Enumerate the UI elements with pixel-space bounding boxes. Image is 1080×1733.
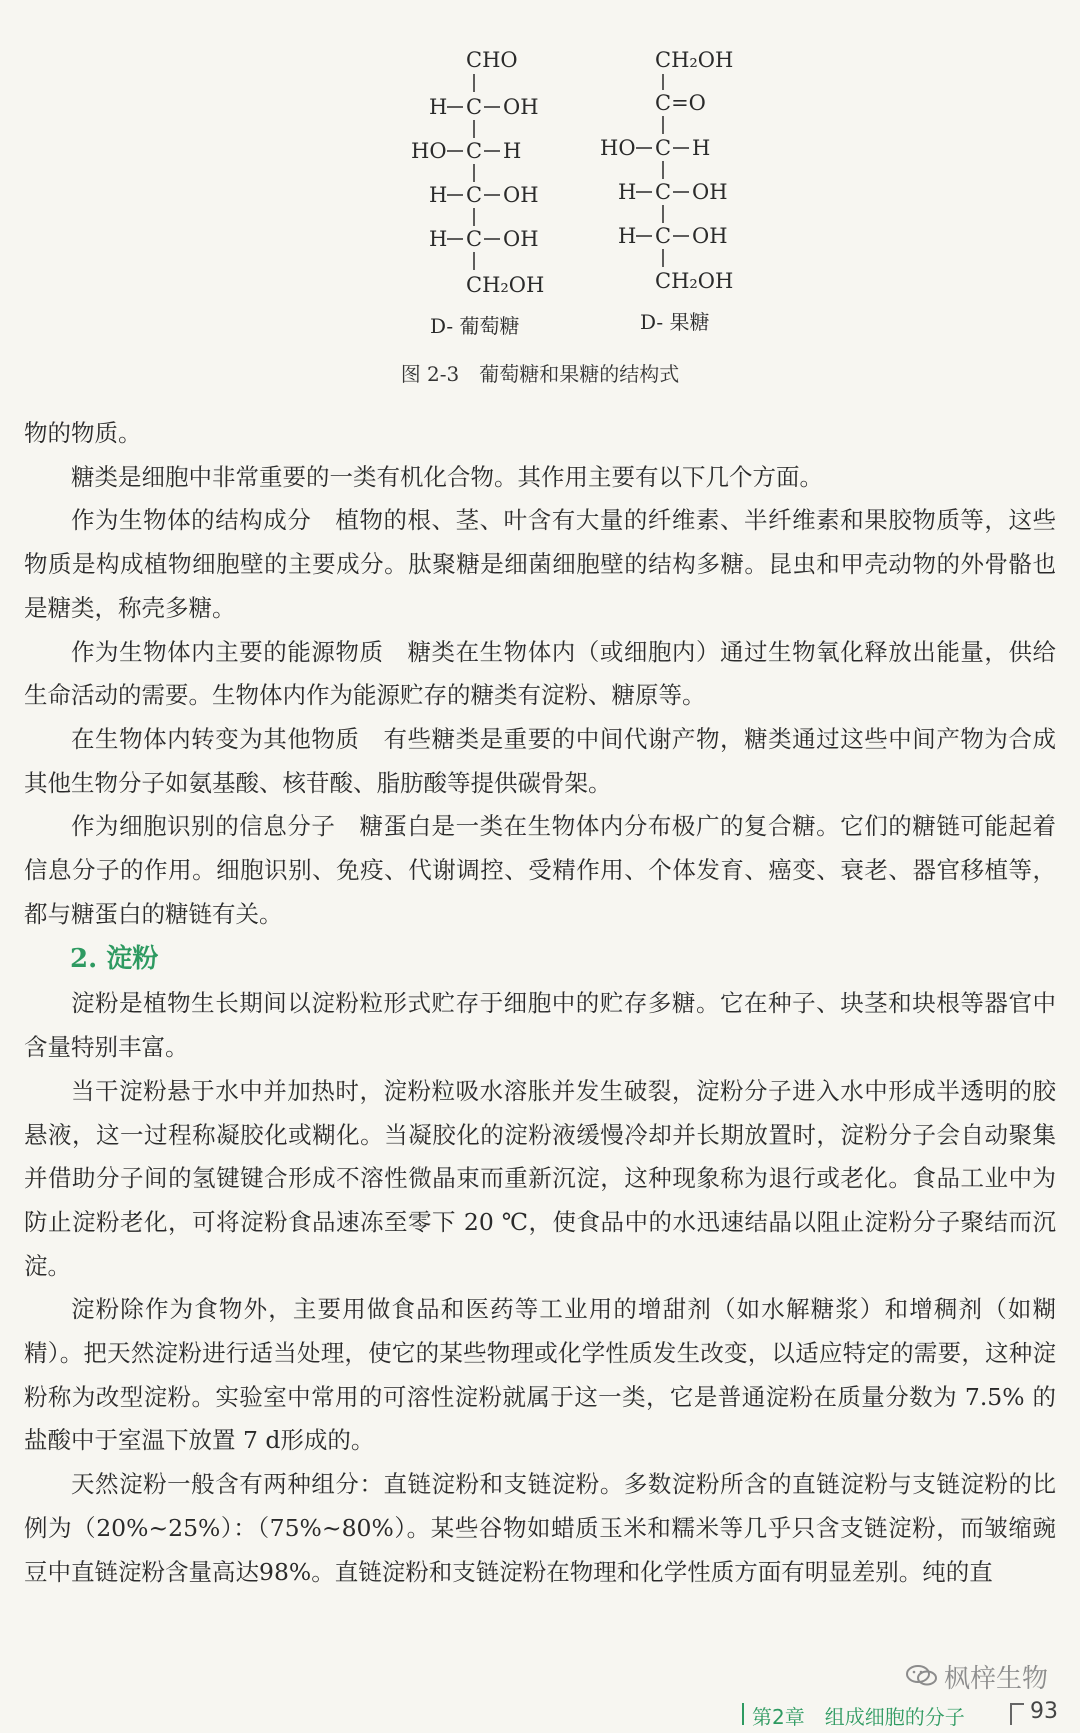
glucose-bottom-group: CH₂OH — [466, 273, 545, 297]
fructose-carbon: C — [655, 180, 672, 204]
paragraph: 淀粉是植物生长期间以淀粉粒形式贮存于细胞中的贮存多糖。它在种子、块茎和块根等器官中含量特别丰富。 — [24, 989, 1056, 1062]
paragraph: 在生物体内转变为其他物质 有些糖类是重要的中间代谢产物，糖类通过这些中间产物为合成其他生物分子如氨基酸、核苷酸、脂肪酸等提供碳骨架。 — [24, 724, 1056, 797]
glucose-row1-left: H — [429, 95, 448, 119]
chapter-label: 第2章 组成细胞的分子 — [752, 1705, 965, 1729]
glucose-row1-right: OH — [503, 95, 539, 119]
glucose-carbon: C — [466, 227, 483, 251]
section-title: 2. 淀粉 — [70, 944, 159, 975]
paragraph: 当干淀粉悬于水中并加热时，淀粉粒吸水溶胀并发生破裂，淀粉分子进入水中形成半透明的胶悬液，这一过程称凝胶化或糊化。当凝胶化的淀粉液缓慢冷却并长期放置时，淀粉分子会自动聚集并借助分子间的氢键键合形成不溶性微晶束而重新沉淀，这种现象称为退行或老化。食品工业中为防止淀粉老化，可将淀粉食品速冻至零下 20 ℃，使食品中的水迅速结晶以阻止淀粉分子聚结而沉淀。 — [24, 1076, 1056, 1280]
glucose-formula — [411, 48, 544, 338]
paragraph: 天然淀粉一般含有两种组分：直链淀粉和支链淀粉。多数淀粉所含的直链淀粉与支链淀粉的比例为（20%~25%）：（75%~80%）。某些谷物如蜡质玉米和糯米等几乎只含支链淀粉，而皱缩豌豆中直链淀粉含量高达98%。直链淀粉和支链淀粉在物理和化学性质方面有明显差别。纯的直 — [24, 1470, 1056, 1586]
structural-formula-figure — [0, 0, 1080, 395]
fructose-row2-right: OH — [692, 180, 728, 204]
glucose-row4-left: H — [429, 227, 448, 251]
glucose-top-group: CHO — [466, 48, 518, 72]
glucose-row3-right: OH — [503, 183, 539, 207]
fructose-formula — [600, 48, 733, 334]
glucose-carbon: C — [466, 139, 483, 163]
paragraph: 作为生物体的结构成分 植物的根、茎、叶含有大量的纤维素、半纤维素和果胶物质等，这些物质是构成植物细胞壁的主要成分。肽聚糖是细菌细胞壁的结构多糖。昆虫和甲壳动物的外骨骼也是糖类，称壳多糖。 — [24, 506, 1056, 622]
paragraph: 作为生物体内主要的能源物质 糖类在生物体内（或细胞内）通过生物氧化释放出能量，供给生命活动的需要。生物体内作为能源贮存的糖类有淀粉、糖原等。 — [24, 637, 1056, 710]
fructose-row3-right: OH — [692, 224, 728, 248]
glucose-carbon: C — [466, 95, 483, 119]
fructose-ketone: C=O — [655, 91, 706, 115]
fructose-top-group: CH₂OH — [655, 48, 734, 72]
glucose-carbon: C — [466, 183, 483, 207]
figure-caption: 图 2-3 葡萄糖和果糖的结构式 — [400, 362, 680, 386]
page-bracket — [1010, 1703, 1024, 1725]
paragraph: 糖类是细胞中非常重要的一类有机化合物。其作用主要有以下几个方面。 — [71, 462, 823, 491]
paragraph: 物的物质。 — [24, 419, 142, 447]
glucose-row3-left: H — [429, 183, 448, 207]
page-number: 93 — [1030, 1699, 1058, 1724]
wechat-icon — [905, 1663, 939, 1687]
fructose-carbon: C — [655, 136, 672, 160]
fructose-row3-left: H — [618, 224, 637, 248]
glucose-row2-right: H — [503, 139, 522, 163]
fructose-carbon: C — [655, 224, 672, 248]
fructose-row1-right: H — [692, 136, 711, 160]
watermark: 枫梓生物 — [944, 1664, 1049, 1694]
chapter-divider — [742, 1703, 744, 1725]
paragraph: 淀粉除作为食物外，主要用做食品和医药等工业用的增甜剂（如水解糖浆）和增稠剂（如糊精）。把天然淀粉进行适当处理，使它的某些物理或化学性质发生改变，以适应特定的需要，这种淀粉称为改型淀粉。实验室中常用的可溶性淀粉就属于这一类，它是普通淀粉在质量分数为 7.5% 的盐酸中于室温下放置 7 d形成的。 — [24, 1295, 1056, 1455]
body-text — [24, 412, 1056, 1594]
paragraph: 作为细胞识别的信息分子 糖蛋白是一类在生物体内分布极广的复合糖。它们的糖链可能起着信息分子的作用。细胞识别、免疫、代谢调控、受精作用、个体发育、癌变、衰老、器官移植等，都与糖蛋白的糖链有关。 — [24, 812, 1056, 928]
glucose-row2-left: HO — [411, 139, 447, 163]
fructose-bottom-group: CH₂OH — [655, 269, 734, 293]
fructose-row2-left: H — [618, 180, 637, 204]
glucose-row4-right: OH — [503, 227, 539, 251]
formula-drawing — [0, 0, 1080, 350]
fructose-name: D- 果糖 — [640, 310, 710, 334]
glucose-name: D- 葡萄糖 — [430, 314, 520, 338]
fructose-row1-left: HO — [600, 136, 636, 160]
